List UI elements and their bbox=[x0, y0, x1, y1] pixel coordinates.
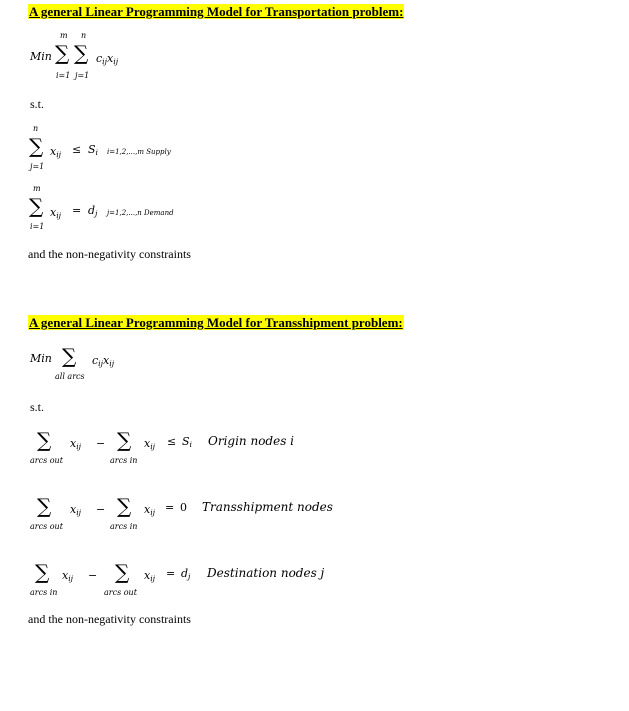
transship-minus: − bbox=[96, 503, 106, 516]
dest-minus: − bbox=[88, 569, 98, 582]
dest-rhs: $d_j$ bbox=[181, 567, 191, 581]
sum1-upper: m bbox=[60, 31, 68, 40]
demand-note: j=1,2,...,n Demand bbox=[107, 209, 174, 217]
demand-sum-lower: i=1 bbox=[30, 222, 45, 231]
supply-sigma: ∑ bbox=[29, 134, 44, 158]
transportation-heading: A general Linear Programming Model for Transportation problem: bbox=[29, 4, 404, 19]
transship-sum2-lower: arcs in bbox=[110, 522, 138, 531]
origin-sigma1: ∑ bbox=[37, 428, 52, 452]
transship-sum1-lower: arcs out bbox=[30, 522, 63, 531]
transship-label: Transshipment nodes bbox=[202, 500, 333, 514]
transship-sigma2: ∑ bbox=[117, 494, 132, 518]
supply-sum-lower: j=1 bbox=[30, 162, 45, 171]
transshipment-heading: A general Linear Programming Model for Transshipment problem: bbox=[29, 315, 403, 330]
objective-term: $c_{ij}x_{ij}$ bbox=[96, 52, 119, 66]
sum1-lower: i=1 bbox=[56, 71, 71, 80]
dest-sigma2: ∑ bbox=[115, 560, 130, 584]
origin-sum1-var: $x_{ij}$ bbox=[70, 437, 82, 451]
transportation-nonneg: and the non-negativity constraints bbox=[28, 247, 191, 261]
ts-objective-sigma: ∑ bbox=[62, 344, 77, 368]
origin-minus: − bbox=[96, 437, 106, 450]
transship-sum2-var: $x_{ij}$ bbox=[144, 503, 156, 517]
dest-op: = bbox=[166, 567, 176, 580]
origin-sum1-lower: arcs out bbox=[30, 456, 63, 465]
dest-sum2-var: $x_{ij}$ bbox=[144, 569, 156, 583]
dest-label: Destination nodes j bbox=[207, 566, 325, 580]
transship-rhs: 0 bbox=[180, 501, 187, 514]
transship-sum1-var: $x_{ij}$ bbox=[70, 503, 82, 517]
supply-var: $x_{ij}$ bbox=[50, 145, 62, 159]
transship-sigma1: ∑ bbox=[37, 494, 52, 518]
sum1-sigma: ∑ bbox=[55, 41, 70, 65]
origin-sum2-var: $x_{ij}$ bbox=[144, 437, 156, 451]
demand-rhs: $d_j$ bbox=[88, 204, 98, 218]
dest-sigma1: ∑ bbox=[35, 560, 50, 584]
supply-rhs: $S_i$ bbox=[88, 143, 99, 157]
dest-sum2-lower: arcs out bbox=[104, 588, 137, 597]
demand-op: = bbox=[72, 204, 82, 217]
transship-op: = bbox=[165, 501, 175, 514]
ts-st-label: s.t. bbox=[30, 400, 45, 414]
min-label: Min bbox=[30, 50, 52, 63]
origin-sum2-lower: arcs in bbox=[110, 456, 138, 465]
sum2-upper: n bbox=[81, 31, 87, 40]
dest-sum1-var: $x_{ij}$ bbox=[62, 569, 74, 583]
origin-op: ≤ bbox=[167, 435, 177, 448]
origin-sigma2: ∑ bbox=[117, 428, 132, 452]
transshipment-nonneg: and the non-negativity constraints bbox=[28, 612, 191, 626]
ts-objective-lower: all arcs bbox=[55, 372, 85, 381]
demand-var: $x_{ij}$ bbox=[50, 206, 62, 220]
demand-sigma: ∑ bbox=[29, 194, 44, 218]
ts-objective-term: $c_{ij}x_{ij}$ bbox=[92, 354, 115, 368]
supply-note: i=1,2,...,m Supply bbox=[107, 148, 171, 156]
supply-op: ≤ bbox=[72, 143, 82, 156]
supply-sum-upper: n bbox=[33, 124, 39, 133]
sum2-lower: j=1 bbox=[75, 71, 90, 80]
sum2-sigma: ∑ bbox=[74, 41, 89, 65]
dest-sum1-lower: arcs in bbox=[30, 588, 58, 597]
ts-min-label: Min bbox=[30, 352, 52, 365]
origin-label: Origin nodes i bbox=[208, 434, 295, 448]
st-label: s.t. bbox=[30, 97, 45, 111]
demand-sum-upper: m bbox=[33, 184, 41, 193]
origin-rhs: $S_i$ bbox=[182, 435, 193, 449]
